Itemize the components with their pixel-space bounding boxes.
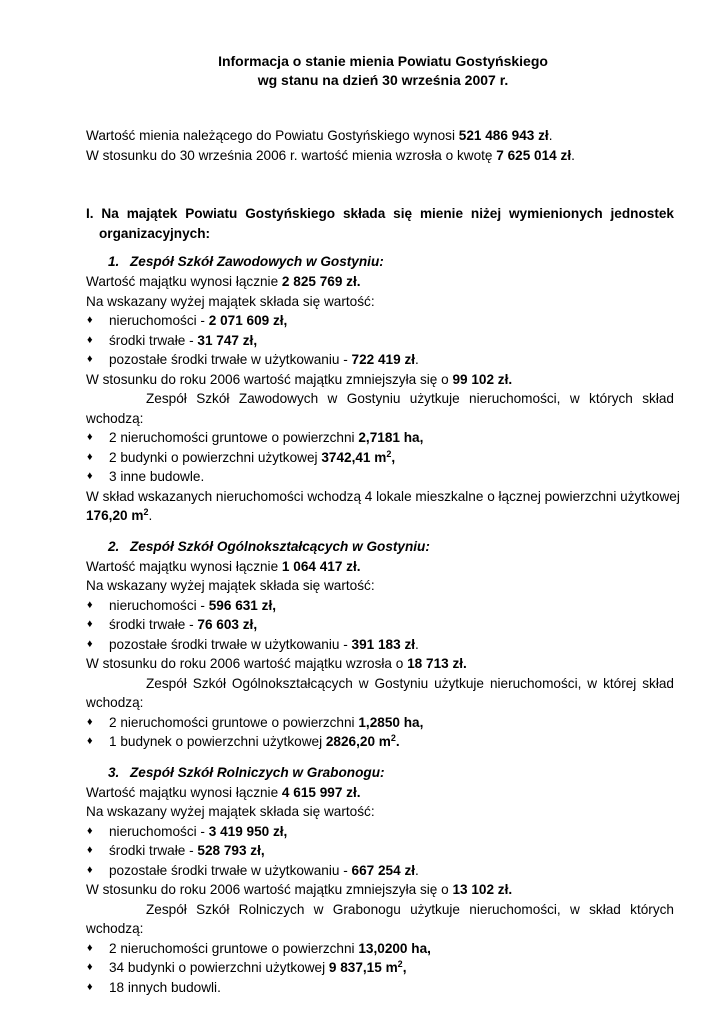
unit-change (86, 370, 674, 390)
total-property-value: 521 486 943 zł (458, 128, 549, 143)
label: pozostałe środki trwałe w użytkowaniu - (109, 636, 352, 652)
apartments-area (86, 506, 674, 526)
composition-intro: Na wskazany wyżej majątek składa się wartość: (86, 578, 375, 593)
diamond-bullet-icon: ♦ (87, 735, 93, 747)
composition-intro: Na wskazany wyżej majątek składa się wartość: (86, 804, 375, 819)
title-line-2: wg stanu na dzień 30 września 2007 r. (257, 72, 509, 88)
title-line-1: Informacja o stanie mienia Powiatu Gostyńskiego (218, 53, 548, 69)
unit-total (86, 272, 674, 292)
apartments-note: W skład wskazanych nieruchomości wchodzą 4 lokale mieszkalne o łącznej powierzchni użytkowej (86, 488, 680, 504)
bullet-buildings (86, 448, 674, 468)
diamond-bullet-icon: ♦ (87, 618, 93, 630)
diamond-bullet-icon: ♦ (87, 314, 93, 326)
unit-number: 2. (108, 538, 120, 554)
document-title (92, 52, 674, 90)
intro-paragraph (86, 126, 674, 165)
value: 528 793 zł, (197, 843, 265, 858)
superscript: 2 (386, 448, 392, 459)
label: środki trwałe - (109, 332, 198, 348)
label: środki trwałe - (109, 617, 198, 632)
label: Wartość majątku wynosi łącznie (86, 784, 282, 800)
value: 3 419 950 zł, (208, 823, 288, 839)
bullet-real-estate (86, 822, 674, 842)
value: 2 825 769 zł. (281, 274, 361, 289)
diamond-bullet-icon: ♦ (87, 598, 93, 611)
label: W stosunku do roku 2006 wartość majątku zmniejszyła się o (86, 882, 453, 897)
intro-text-1: Wartość mienia należącego do Powiatu Gostyńskiego wynosi (86, 128, 459, 143)
unit-total (86, 557, 674, 577)
label: pozostałe środki trwałe w użytkowaniu - (109, 862, 352, 878)
intro-line-1 (86, 126, 674, 146)
value: 2 071 609 zł, (208, 313, 288, 328)
diamond-bullet-icon: ♦ (87, 431, 93, 443)
value: 76 603 zł, (197, 617, 258, 632)
intro-line-2 (86, 146, 674, 166)
unit-number: 1. (108, 254, 120, 269)
label: nieruchomości - (109, 597, 209, 613)
bullet-fixed-assets (86, 615, 674, 635)
punct: . (415, 862, 419, 878)
punct: . (571, 147, 575, 163)
superscript: 2 (390, 733, 396, 743)
value: 99 102 zł. (452, 371, 513, 387)
value: 3742,41 m (321, 449, 387, 465)
superscript: 2 (397, 959, 403, 969)
bullet-other-assets (86, 861, 674, 881)
bullet-other-structures (86, 467, 674, 487)
unit-number: 3. (108, 764, 120, 780)
bullet-buildings (86, 732, 674, 752)
value: 2826,20 m (325, 734, 391, 749)
value: 13 102 zł. (452, 882, 513, 897)
bullet-other-assets (86, 635, 674, 655)
punct: , (402, 960, 407, 975)
label: 34 budynki o powierzchni użytkowej (109, 960, 329, 975)
diamond-bullet-icon: ♦ (87, 637, 93, 650)
label: 3 inne budowle. (109, 469, 205, 484)
property-increase-value: 7 625 014 zł (496, 147, 572, 163)
value: 176,20 m (86, 508, 144, 523)
section-heading: I. Na majątek Powiatu Gostyńskiego składa się mienie niżej wymienionych jednostek organizacyjnych: (86, 206, 674, 241)
label: Wartość majątku wynosi łącznie (86, 558, 282, 574)
label: 2 nieruchomości gruntowe o powierzchni (109, 714, 359, 730)
bullet-real-estate (86, 311, 674, 331)
label: 1 budynek o powierzchni użytkowej (109, 734, 326, 749)
value: 1,2850 ha, (358, 714, 424, 730)
punct: , (391, 449, 396, 465)
diamond-bullet-icon: ♦ (87, 941, 93, 954)
bullet-other-structures (86, 978, 674, 998)
diamond-bullet-icon: ♦ (87, 353, 93, 365)
unit-total (86, 783, 674, 803)
diamond-bullet-icon: ♦ (87, 824, 93, 837)
label: 2 budynki o powierzchni użytkowej (109, 449, 322, 465)
label: pozostałe środki trwałe w użytkowaniu - (109, 352, 352, 367)
value: 9 837,15 m (328, 960, 398, 975)
bullet-land (86, 713, 674, 733)
value: 391 183 zł (351, 636, 416, 652)
label: nieruchomości - (109, 313, 209, 328)
diamond-bullet-icon: ♦ (87, 961, 93, 973)
unit-name: Zespół Szkół Ogólnokształcących w Gostyniu: (130, 538, 430, 554)
uses-paragraph: Zespół Szkół Ogólnokształcących w Gostyniu użytkuje nieruchomości, w której skład wchodzą: (86, 675, 674, 710)
label: W stosunku do roku 2006 wartość majątku zmniejszyła się o (86, 371, 453, 387)
punct: . (415, 636, 419, 652)
unit-name: Zespół Szkół Rolniczych w Grabonogu: (130, 764, 385, 780)
unit-2 (86, 537, 674, 752)
uses-paragraph: Zespół Szkół Rolniczych w Grabonogu użytkuje nieruchomości, w skład których wchodzą: (86, 901, 674, 936)
unit-3-title (108, 763, 674, 783)
diamond-bullet-icon: ♦ (87, 470, 93, 482)
value: 596 631 zł, (208, 597, 276, 613)
value: 13,0200 ha, (358, 940, 431, 956)
value: 31 747 zł, (197, 332, 258, 348)
bullet-fixed-assets (86, 331, 674, 351)
composition-intro: Na wskazany wyżej majątek składa się wartość: (86, 293, 375, 309)
punct: . (148, 508, 153, 523)
label: środki trwałe - (109, 843, 198, 858)
punct: . (415, 352, 419, 367)
diamond-bullet-icon: ♦ (87, 450, 93, 463)
unit-1 (86, 252, 680, 526)
unit-change (86, 880, 674, 900)
superscript: 2 (143, 507, 149, 517)
diamond-bullet-icon: ♦ (87, 715, 93, 728)
unit-name: Zespół Szkół Zawodowych w Gostyniu: (130, 254, 384, 269)
diamond-bullet-icon: ♦ (87, 844, 93, 856)
bullet-land (86, 939, 674, 959)
value: 722 419 zł (351, 352, 416, 367)
unit-1-title (108, 252, 674, 272)
bullet-other-assets (86, 350, 674, 370)
punct: . (548, 128, 553, 143)
value: 2,7181 ha, (358, 430, 424, 445)
value: 18 713 zł. (407, 656, 467, 671)
value: 667 254 zł (351, 862, 416, 878)
bullet-land (86, 428, 674, 448)
value: 1 064 417 zł. (281, 558, 361, 574)
document-page (86, 52, 680, 997)
diamond-bullet-icon: ♦ (87, 980, 93, 993)
unit-2-title (108, 537, 674, 557)
label: W stosunku do roku 2006 wartość majątku wzrosła o (86, 656, 408, 671)
diamond-bullet-icon: ♦ (87, 863, 93, 876)
bullet-fixed-assets (86, 841, 674, 861)
bullet-buildings (86, 958, 674, 978)
label: 2 nieruchomości gruntowe o powierzchni (109, 940, 359, 956)
unit-change (86, 654, 674, 674)
diamond-bullet-icon: ♦ (87, 333, 93, 346)
label: 2 nieruchomości gruntowe o powierzchni (109, 430, 359, 445)
punct: . (395, 734, 400, 749)
label: nieruchomości - (109, 823, 209, 839)
label: Wartość majątku wynosi łącznie (86, 274, 282, 289)
bullet-real-estate (86, 596, 674, 616)
value: 4 615 997 zł. (281, 784, 361, 800)
uses-paragraph: Zespół Szkół Zawodowych w Gostyniu użytkuje nieruchomości, w których skład wchodzą: (86, 391, 674, 426)
label: 18 innych budowli. (109, 979, 221, 995)
unit-3 (86, 763, 674, 998)
intro-text-2: W stosunku do 30 września 2006 r. wartość mienia wzrosła o kwotę (86, 147, 497, 163)
